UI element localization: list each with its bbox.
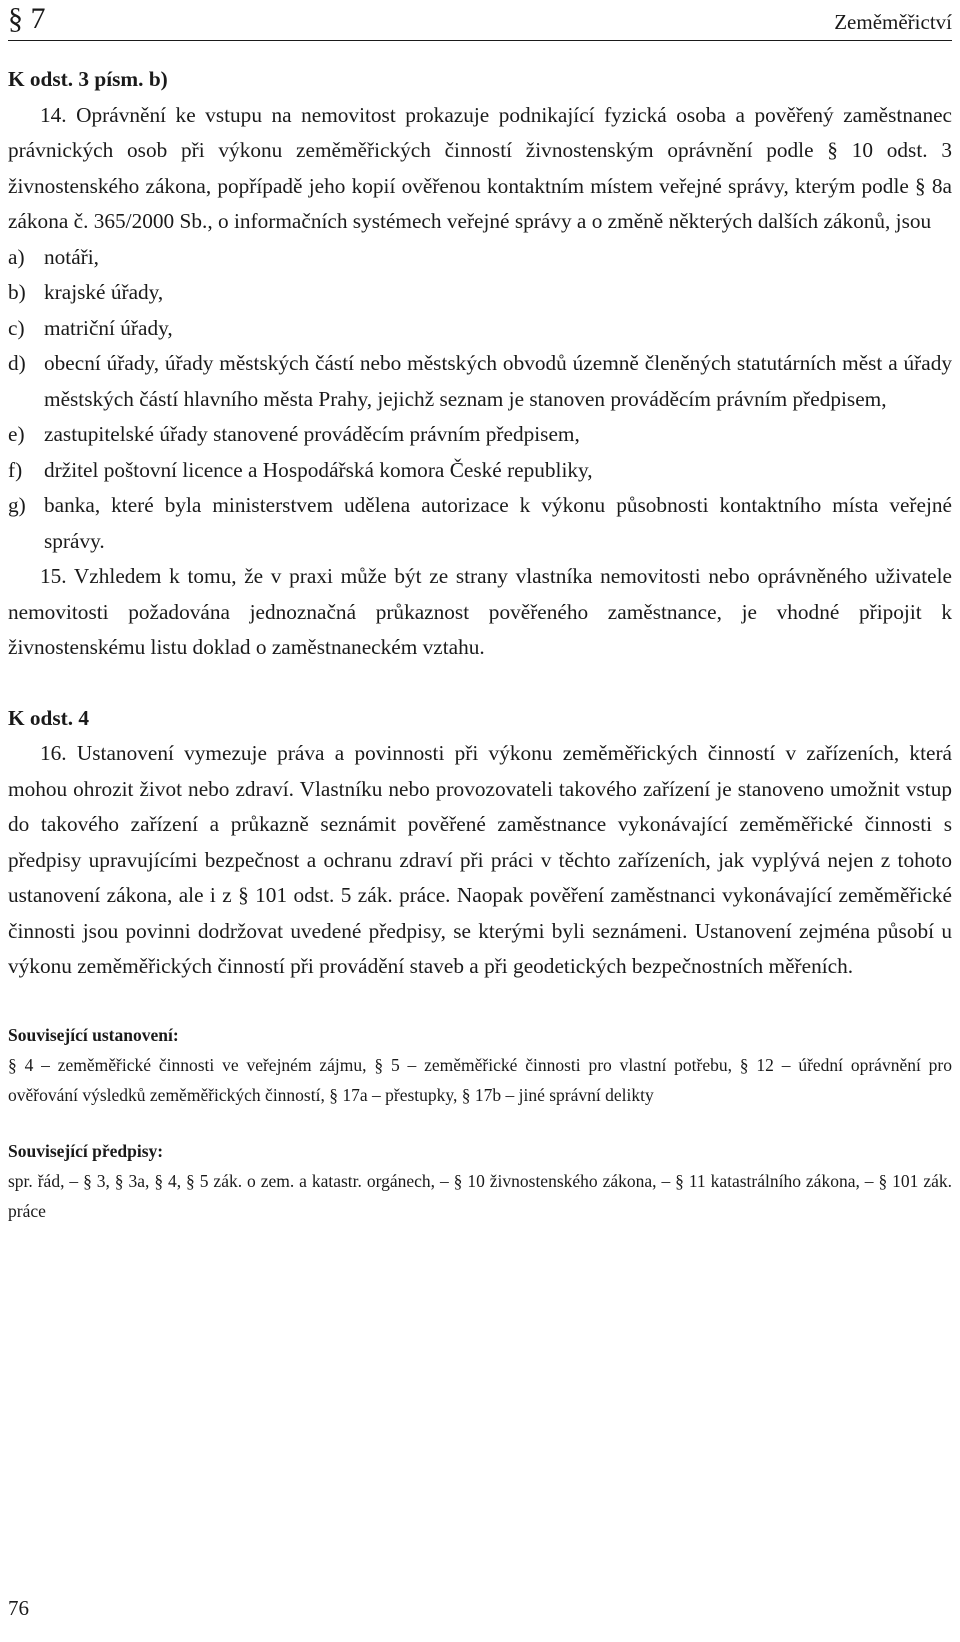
list-item: [8, 453, 952, 489]
paragraph-16: 16. Ustanovení vymezuje práva a povinnosti při výkonu zeměměřických činností v zařízeních, která mohou ohrozit život nebo zdraví. Vlastníku nebo provozovateli takového zařízení je stanoveno umožnit vstup do takového zařízení a průkazně seznámit pověřené zaměstnance vykonávající zeměměřické činnosti s předpisy upravujícími bezpečnost a ochranu zdraví při práci v těchto zařízeních, jak vyplývá nejen z tohoto ustanovení zákona, ale i z § 101 odst. 5 zák. práce. Naopak pověření zaměstnanci vykonávající zeměměřické činnosti jsou povinni dodržovat uvedené předpisy, se kterými byli seznámeni. Ustanovení zejména působí u výkonu zeměměřických činností při provádění staveb a při geodetických bezpečnostních měřeních.: [8, 741, 952, 978]
list-item-label: e): [8, 422, 25, 446]
list-item-text: krajské úřady,: [44, 280, 164, 304]
list-item-label: d): [8, 351, 26, 375]
list-item-text: matriční úřady,: [44, 315, 173, 340]
list-item: [8, 311, 952, 347]
list-item-label: c): [8, 315, 25, 340]
section-heading-odst-4: K odst. 4: [8, 705, 90, 730]
list-item-label: a): [8, 244, 25, 269]
list-item: [8, 488, 952, 559]
spacer: [8, 666, 952, 701]
page-header: [8, 0, 952, 41]
list-item-label: f): [8, 457, 23, 482]
spacer: [8, 985, 952, 1020]
list-item-label: g): [8, 493, 26, 517]
related-regulations-text: spr. řád, – § 3, § 3a, § 4, § 5 zák. o zem. a katastr. orgánech, – § 10 živnostenského zákona, – § 11 katastrálního zákona, – § 101 zák. práce: [8, 1170, 952, 1221]
running-title: Zeměměřictví: [834, 10, 952, 34]
section-number: § 7: [8, 2, 46, 35]
section-heading-odst-3: K odst. 3 písm. b): [8, 67, 168, 91]
related-regulations-heading: Související předpisy:: [8, 1140, 164, 1161]
list-item-text: notáři,: [44, 244, 99, 269]
related-provisions-text: § 4 – zeměměřické činnosti ve veřejném zájmu, § 5 – zeměměřické činnosti pro vlastní potřebu, § 12 – úřední oprávnění pro ověřování výsledků zeměměřických činností, § 17a – přestupky, § 17b – jiné správní delikty: [8, 1054, 952, 1105]
list-item-text: banka, které byla ministerstvem udělena autorizace k výkonu působnosti kontaktního místa veřejné správy.: [44, 493, 952, 553]
paragraph-15: 15. Vzhledem k tomu, že v praxi může být ze strany vlastníka nemovitosti nebo oprávněného uživatele nemovitosti požadována jednoznačná průkaznost pověřeného zaměstnance, je vhodné připojit k živnostenskému listu doklad o zaměstnaneckém vztahu.: [8, 564, 952, 659]
list-item-text: držitel poštovní licence a Hospodářská komora České republiky,: [44, 457, 593, 482]
list-item-label: b): [8, 280, 26, 304]
list-item-text: zastupitelské úřady stanovené prováděcím právním předpisem,: [44, 422, 580, 446]
list-item-text: obecní úřady, úřady městských částí nebo městských obvodů územně členěných statutárních měst a úřady městských částí hlavního města Prahy, jejichž seznam je stanoven prováděcím právním předpisem,: [44, 351, 952, 411]
list-item: [8, 346, 952, 417]
list-item: [8, 417, 952, 453]
list-item: [8, 240, 952, 276]
related-provisions-heading: Související ustanovení:: [8, 1024, 179, 1045]
spacer: [8, 1110, 952, 1136]
paragraph-14: 14. Oprávnění ke vstupu na nemovitost prokazuje podnikající fyzická osoba a pověřený zaměstnanec právnických osob při výkonu zeměměřických činností živnostenským oprávnění podle § 10 odst. 3 živnostenského zákona, popřípadě jeho kopií ověřenou kontaktním místem veřejné správy, kterým podle § 8a zákona č. 365/2000 Sb., o informačních systémech veřejné správy a o změně některých dalších zákonů, jsou: [8, 102, 952, 233]
page-content: [8, 62, 952, 1226]
list-item: [8, 275, 952, 311]
page-number: 76: [8, 1596, 29, 1620]
contact-points-list: [8, 240, 952, 560]
